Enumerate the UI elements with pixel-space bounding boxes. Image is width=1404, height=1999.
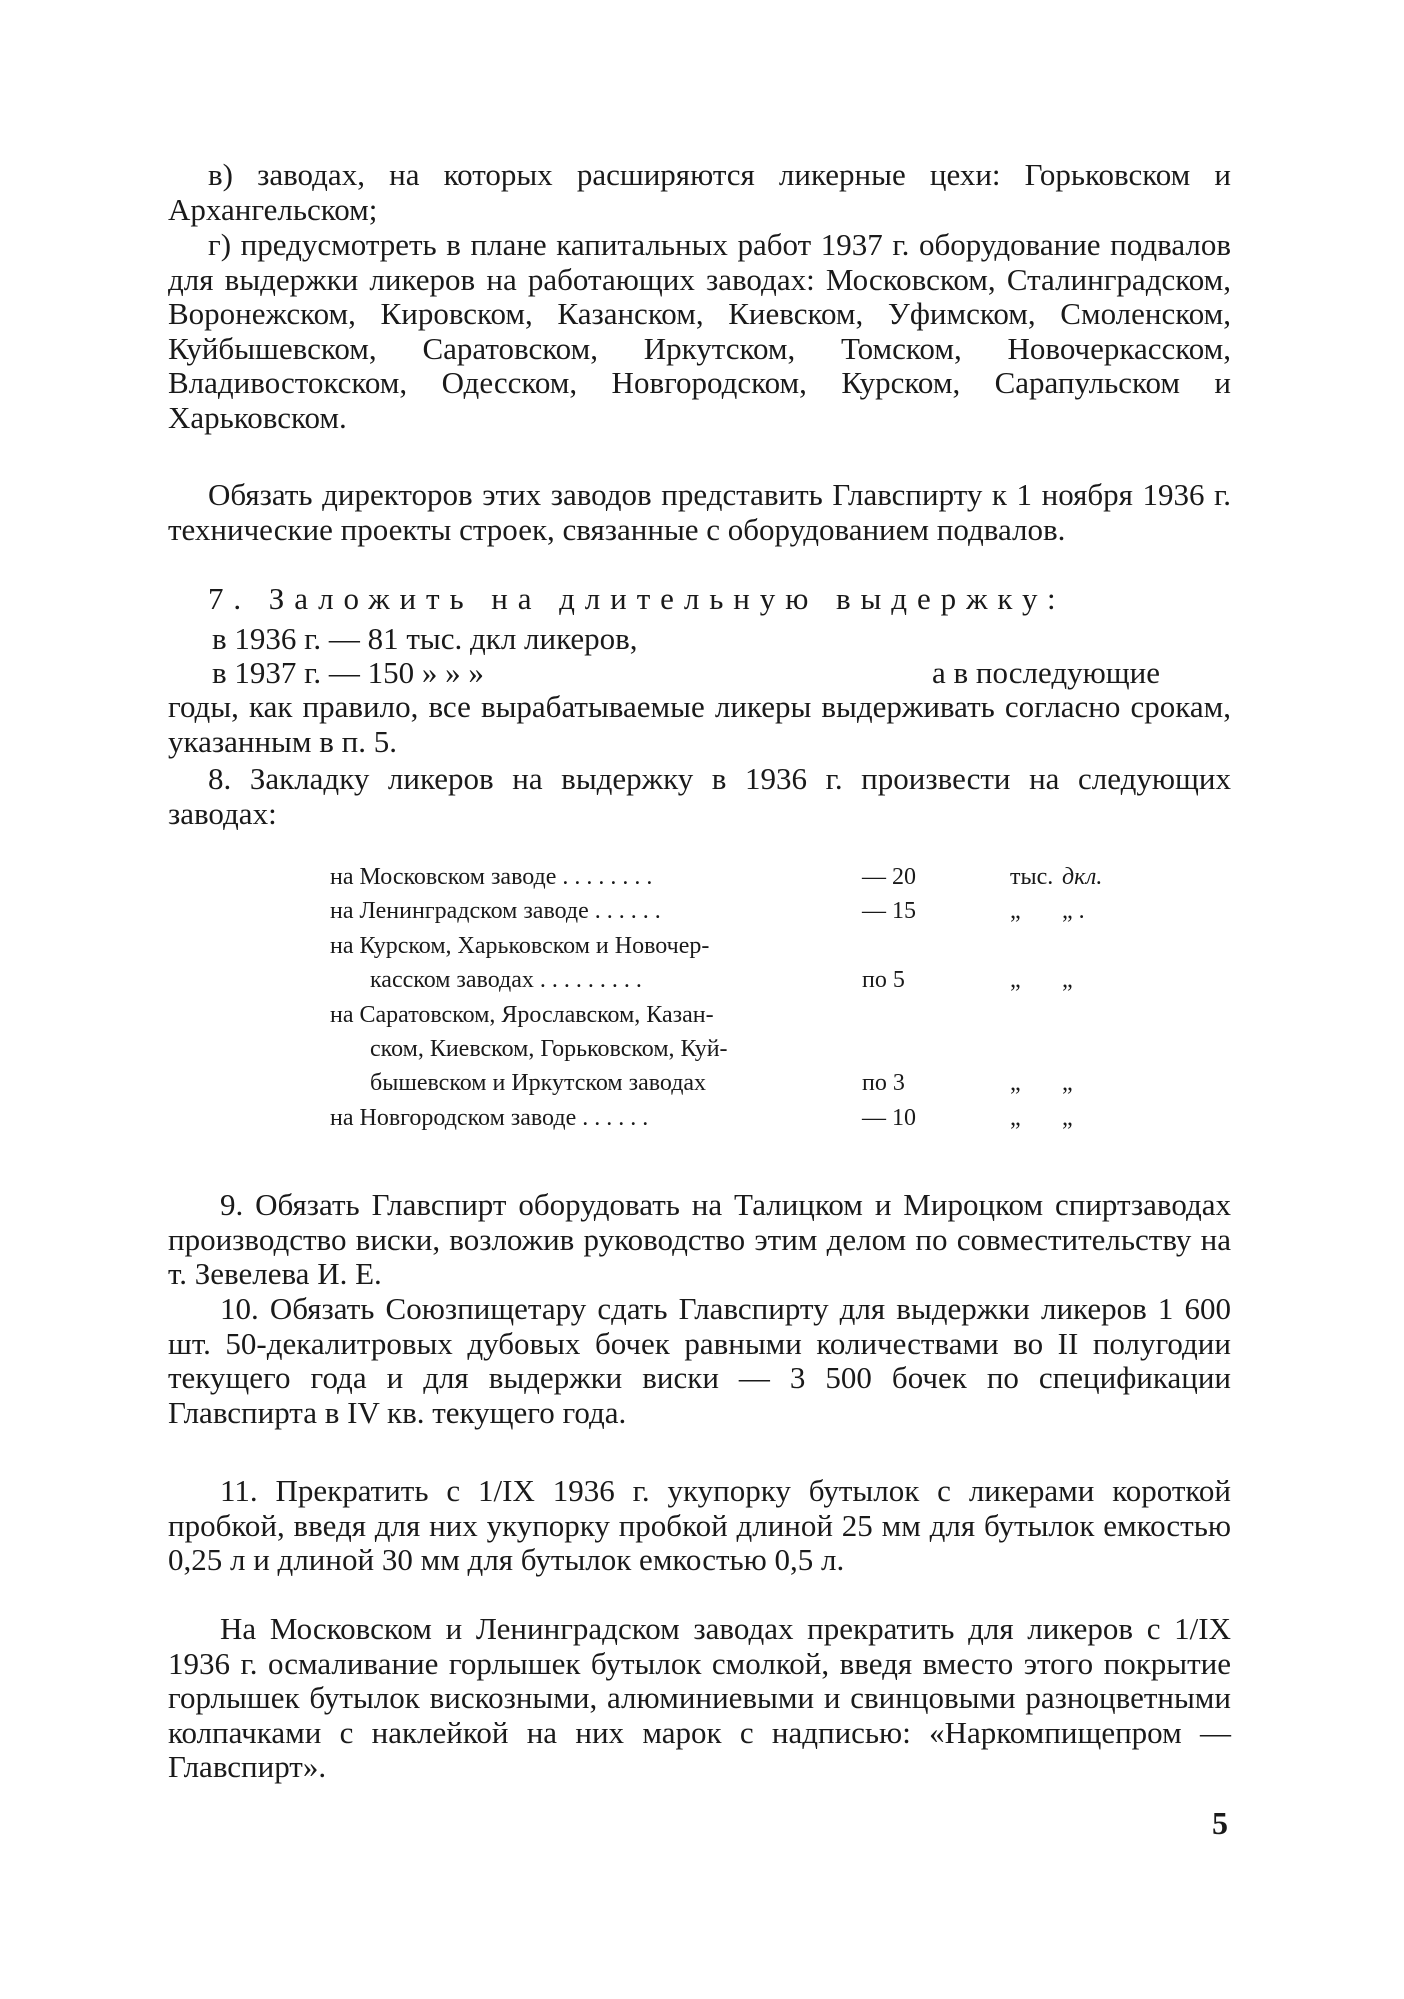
plant-unit: тыс. bbox=[1010, 864, 1054, 890]
plant-qty: — 20 bbox=[862, 864, 916, 890]
plant-unit: „ bbox=[1010, 967, 1021, 994]
plant-qty: по 3 bbox=[862, 1070, 905, 1097]
paragraph-v: в) заводах, на которых расширяются ликерные цехи: Горьковском и Архангельском; bbox=[168, 157, 1231, 227]
plant-name: ском, Киевском, Горьковском, Куй- bbox=[370, 1035, 728, 1062]
plant-unit2: „ bbox=[1062, 1104, 1073, 1131]
plant-unit: „ bbox=[1010, 1104, 1021, 1131]
plant-row bbox=[330, 929, 1090, 963]
plant-name: на Ленинградском заводе . . . . . . bbox=[330, 898, 661, 925]
paragraph-10: 10. Обязать Союзпищетару сдать Главспирту для выдержки ликеров 1 600 шт. 50-декалитровых дубовых бочек равными количествами во II полугодии текущего года и для выдержки виски — 3 500 бочек по спецификации Главспирта в IV кв. текущего года. bbox=[168, 1291, 1231, 1430]
plant-unit: „ bbox=[1010, 1070, 1021, 1097]
plant-name: на Саратовском, Ярославском, Казан- bbox=[330, 1001, 714, 1028]
paragraph-7-line-1937-end: а в последующие bbox=[932, 655, 1160, 690]
paragraph-g: г) предусмотреть в плане капитальных работ 1937 г. оборудование подвалов для выдержки ликеров на работающих заводах: Московском, Сталинградском, Воронежском, Кировском, Казанском, Киевском, Уфимском, Смоленском, Куйбышевском, Саратовском, Иркутском, Томском, Новочеркасском, Владивостокском, Одесском, Новгородском, Курском, Сарапульском и Харьковском. bbox=[168, 227, 1231, 435]
plant-unit2: „ . bbox=[1062, 898, 1085, 925]
plant-name: на Курском, Харьковском и Новочер- bbox=[330, 932, 710, 959]
plant-row bbox=[330, 1101, 1090, 1135]
paragraph-obyazat: Обязать директоров этих заводов представить Главспирту к 1 ноября 1936 г. технические проекты строек, связанные с оборудованием подвалов. bbox=[168, 477, 1231, 547]
paragraph-7-line-1937: в 1937 г. — 150 » » » bbox=[212, 655, 484, 690]
plant-list bbox=[330, 860, 1103, 1135]
plant-unit: „ bbox=[1010, 898, 1021, 925]
plant-unit2: „ bbox=[1062, 1070, 1073, 1097]
plant-row bbox=[330, 963, 1090, 997]
paragraph-11-b: На Московском и Ленинградском заводах прекратить для ликеров с 1/IX 1936 г. осмаливание горлышек бутылок смолкой, введя вместо этого покрытие горлышек бутылок вискозными, алюминиевыми и свинцовыми разноцветными колпачками с наклейкой на них марок с надписью: «Наркомпищепром — Главспирт». bbox=[168, 1611, 1231, 1785]
plant-name: на Московском заводе . . . . . . . . bbox=[330, 864, 653, 890]
plant-unit2: „ bbox=[1062, 967, 1073, 994]
plant-qty: — 10 bbox=[862, 1104, 916, 1131]
plant-name: на Новгородском заводе . . . . . . bbox=[330, 1104, 649, 1131]
paragraph-9: 9. Обязать Главспирт оборудовать на Талицком и Мироцком спиртзаводах производство виски, возложив руководство этим делом по совместительству на т. Зевелева И. Е. bbox=[168, 1187, 1231, 1292]
paragraph-7: 7. Заложить на длительную выдержку: bbox=[208, 581, 1066, 616]
plant-name: касском заводах . . . . . . . . . bbox=[370, 967, 642, 994]
paragraph-7-continuation: годы, как правило, все вырабатываемые ликеры выдерживать согласно срокам, указанным в п. 5. bbox=[168, 689, 1231, 759]
plant-row bbox=[330, 1066, 1090, 1100]
paragraph-8: 8. Закладку ликеров на выдержку в 1936 г. произвести на следующих заводах: bbox=[168, 761, 1231, 831]
plant-row bbox=[330, 894, 1090, 928]
page-number: 5 bbox=[1212, 1805, 1228, 1841]
paragraph-7-line-1936: в 1936 г. — 81 тыс. дкл ликеров, bbox=[212, 621, 638, 656]
plant-row bbox=[330, 1032, 1090, 1066]
plant-qty: по 5 bbox=[862, 967, 905, 994]
plant-qty: — 15 bbox=[862, 898, 916, 925]
plant-row bbox=[330, 998, 1090, 1032]
paragraph-11: 11. Прекратить с 1/IX 1936 г. укупорку бутылок с ликерами короткой пробкой, введя для них укупорку пробкой длиной 25 мм для бутылок емкостью 0,25 л и длиной 30 мм для бутылок емкостью 0,5 л. bbox=[168, 1473, 1231, 1578]
plant-name: бышевском и Иркутском заводах bbox=[370, 1070, 707, 1097]
plant-row bbox=[330, 860, 1103, 894]
plant-unit2: дкл. bbox=[1062, 864, 1103, 890]
